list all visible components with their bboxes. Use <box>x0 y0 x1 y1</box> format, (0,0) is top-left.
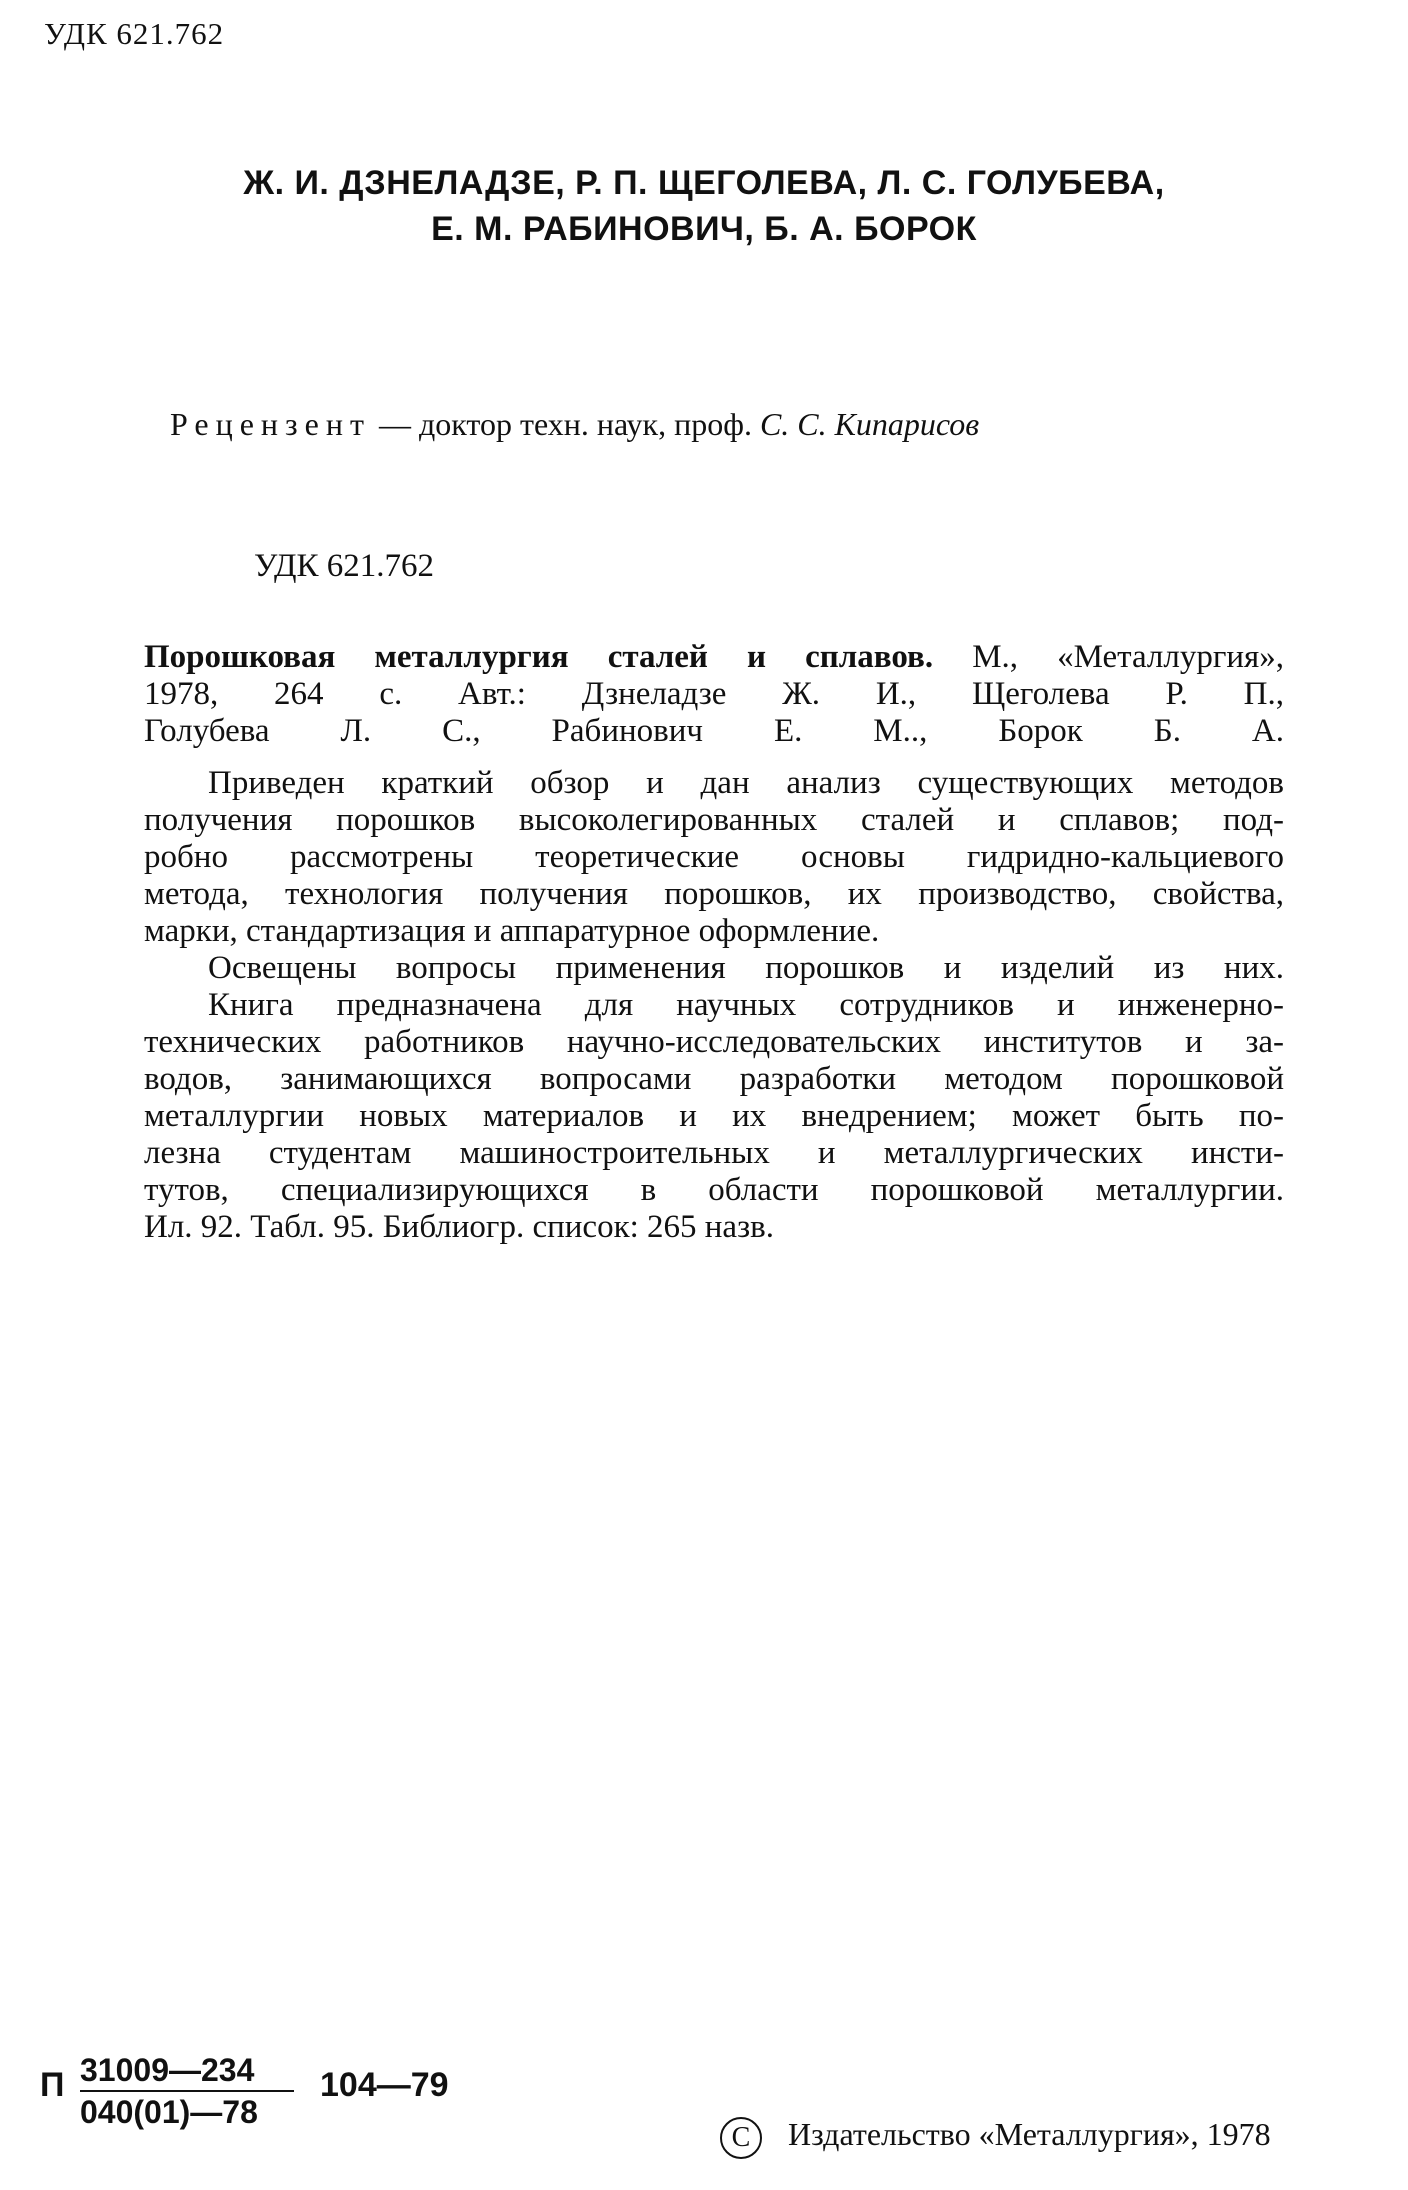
abstract-line: тутов, специализирующихся в области порошковой металлургии. <box>144 1172 1284 1208</box>
abstract-line: Освещены вопросы применения порошков и изделий из них. <box>208 950 1284 986</box>
publication-code-denominator: 040(01)—78 <box>80 2094 258 2130</box>
reviewer-name: С. С. Кипарисов <box>759 406 980 442</box>
publication-code-prefix: П <box>40 2066 65 2104</box>
abstract-line: технических работников научно-исследовательских институтов и за- <box>144 1024 1284 1060</box>
abstract-line: водов, занимающихся вопросами разработки методом порошковой <box>144 1061 1284 1097</box>
publication-code-suffix: 104—79 <box>320 2066 449 2104</box>
abstract-line: метода, технология получения порошков, их производство, свойства, <box>144 876 1284 912</box>
abstract-line: марки, стандартизация и аппаратурное оформление. <box>144 913 880 949</box>
reviewer-line <box>170 406 979 443</box>
abstract <box>144 765 1284 1246</box>
udk-header: УДК 621.762 <box>44 16 225 51</box>
copyright-text: Издательство «Металлургия», 1978 <box>788 2116 1271 2152</box>
abstract-line: лезна студентам машиностроительных и металлургических инсти- <box>144 1135 1284 1171</box>
bibliography-line-2: 1978, 264 с. Авт.: Дзнеладзе Ж. И., Щеголева Р. П., <box>144 676 1284 712</box>
abstract-line: робно рассмотрены теоретические основы гидридно-кальциевого <box>144 839 1284 875</box>
bibliography-line-3: Голубева Л. С., Рабинович Е. М.., Борок Б. А. <box>144 713 1284 749</box>
reviewer-label: Рецензент <box>170 406 371 442</box>
copyright-icon: C <box>720 2117 762 2159</box>
publication-code-numerator: 31009—234 <box>80 2052 294 2092</box>
book-title: Порошковая металлургия сталей и сплавов. <box>144 639 934 675</box>
abstract-line: Книга предназначена для научных сотрудников и инженерно- <box>208 987 1284 1023</box>
abstract-line: Приведен краткий обзор и дан анализ существующих методов <box>208 765 1284 801</box>
abstract-line: Ил. 92. Табл. 95. Библиогр. список: 265 назв. <box>144 1209 774 1245</box>
bibliography-publisher: М., «Металлургия», <box>933 639 1284 675</box>
publication-code-fraction <box>80 2052 294 2132</box>
abstract-line: металлургии новых материалов и их внедрением; может быть по- <box>144 1098 1284 1134</box>
bibliographic-record <box>144 639 1284 750</box>
bibliography-line-1 <box>144 639 1284 676</box>
authors-line-2: Е. М. РАБИНОВИЧ, Б. А. БОРОК <box>431 210 977 248</box>
authors-line-1: Ж. И. ДЗНЕЛАДЗЕ, Р. П. ЩЕГОЛЕВА, Л. С. ГОЛУБЕВА, <box>243 164 1165 202</box>
bibliography-udk: УДК 621.762 <box>254 548 435 584</box>
copyright-line <box>720 2116 1271 2159</box>
abstract-line: получения порошков высоколегированных сталей и сплавов; под- <box>144 802 1284 838</box>
reviewer-text: — доктор техн. наук, проф. <box>370 406 760 442</box>
